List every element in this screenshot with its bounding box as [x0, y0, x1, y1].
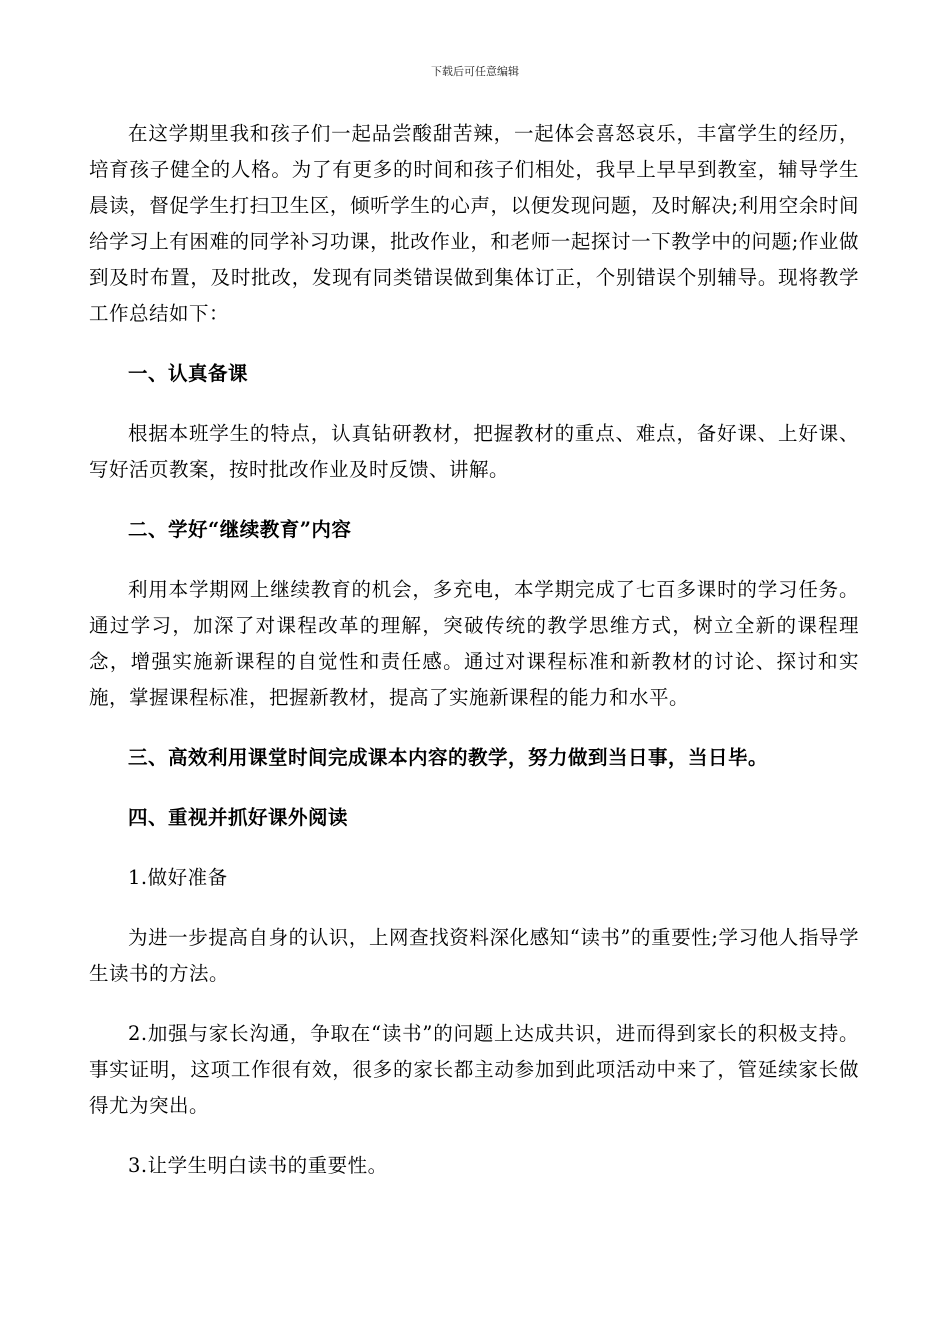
spacer [89, 836, 859, 860]
spacer [89, 332, 859, 356]
spacer [89, 992, 859, 1016]
section-heading-1: 一、认真备课 [128, 362, 249, 385]
spacer [89, 392, 859, 416]
subsection-1-title: 1.做好准备 [128, 866, 228, 889]
page-header-note: 下载后可任意编辑 [431, 65, 519, 78]
spacer [89, 1124, 859, 1148]
section-2-paragraph: 利用本学期网上继续教育的机会，多充电，本学期完成了七百多课时的学习任务。通过学习，加深了对课程改革的理解，突破传统的教学思维方式，树立全新的课程理念，增强实施新课程的自觉性和责任感。通过对课程标准和新教材的讨论、探讨和实施，掌握课程标准，把握新教材，提高了实施新课程的能力和水平。 [89, 578, 859, 709]
subsection-3-paragraph: 3.让学生明白读书的重要性。 [128, 1154, 388, 1177]
spacer [89, 488, 859, 512]
intro-paragraph: 在这学期里我和孩子们一起品尝酸甜苦辣，一起体会喜怒哀乐，丰富学生的经历，培育孩子健全的人格。为了有更多的时间和孩子们相处，我早上早早到教室，辅导学生晨读，督促学生打扫卫生区，倾听学生的心声，以便发现问题，及时解决;利用空余时间给学习上有困难的同学补习功课，批改作业，和老师一起探讨一下教学中的问题;作业做到及时布置，及时批改，发现有同类错误做到集体订正，个别错误个别辅导。现将教学工作总结如下： [89, 122, 859, 325]
subsection-2-paragraph: 2.加强与家长沟通，争取在“读书”的问题上达成共识，进而得到家长的积极支持。事实证明，这项工作很有效，很多的家长都主动参加到此项活动中来了，管延续家长做得尤为突出。 [89, 1022, 859, 1117]
spacer [89, 716, 859, 740]
spacer [89, 896, 859, 920]
section-heading-3: 三、高效利用课堂时间完成课本内容的教学，努力做到当日事，当日毕。 [128, 746, 769, 769]
section-1-paragraph: 根据本班学生的特点，认真钻研教材，把握教材的重点、难点，备好课、上好课、写好活页教案，按时批改作业及时反馈、讲解。 [89, 422, 859, 481]
spacer [89, 776, 859, 800]
section-heading-2: 二、学好“继续教育”内容 [128, 518, 352, 541]
spacer [89, 548, 859, 572]
section-heading-4: 四、重视并抓好课外阅读 [128, 806, 349, 829]
document-body [89, 116, 859, 1184]
subsection-1-paragraph: 为进一步提高自身的认识，上网查找资料深化感知“读书”的重要性;学习他人指导学生读书的方法。 [89, 926, 859, 985]
